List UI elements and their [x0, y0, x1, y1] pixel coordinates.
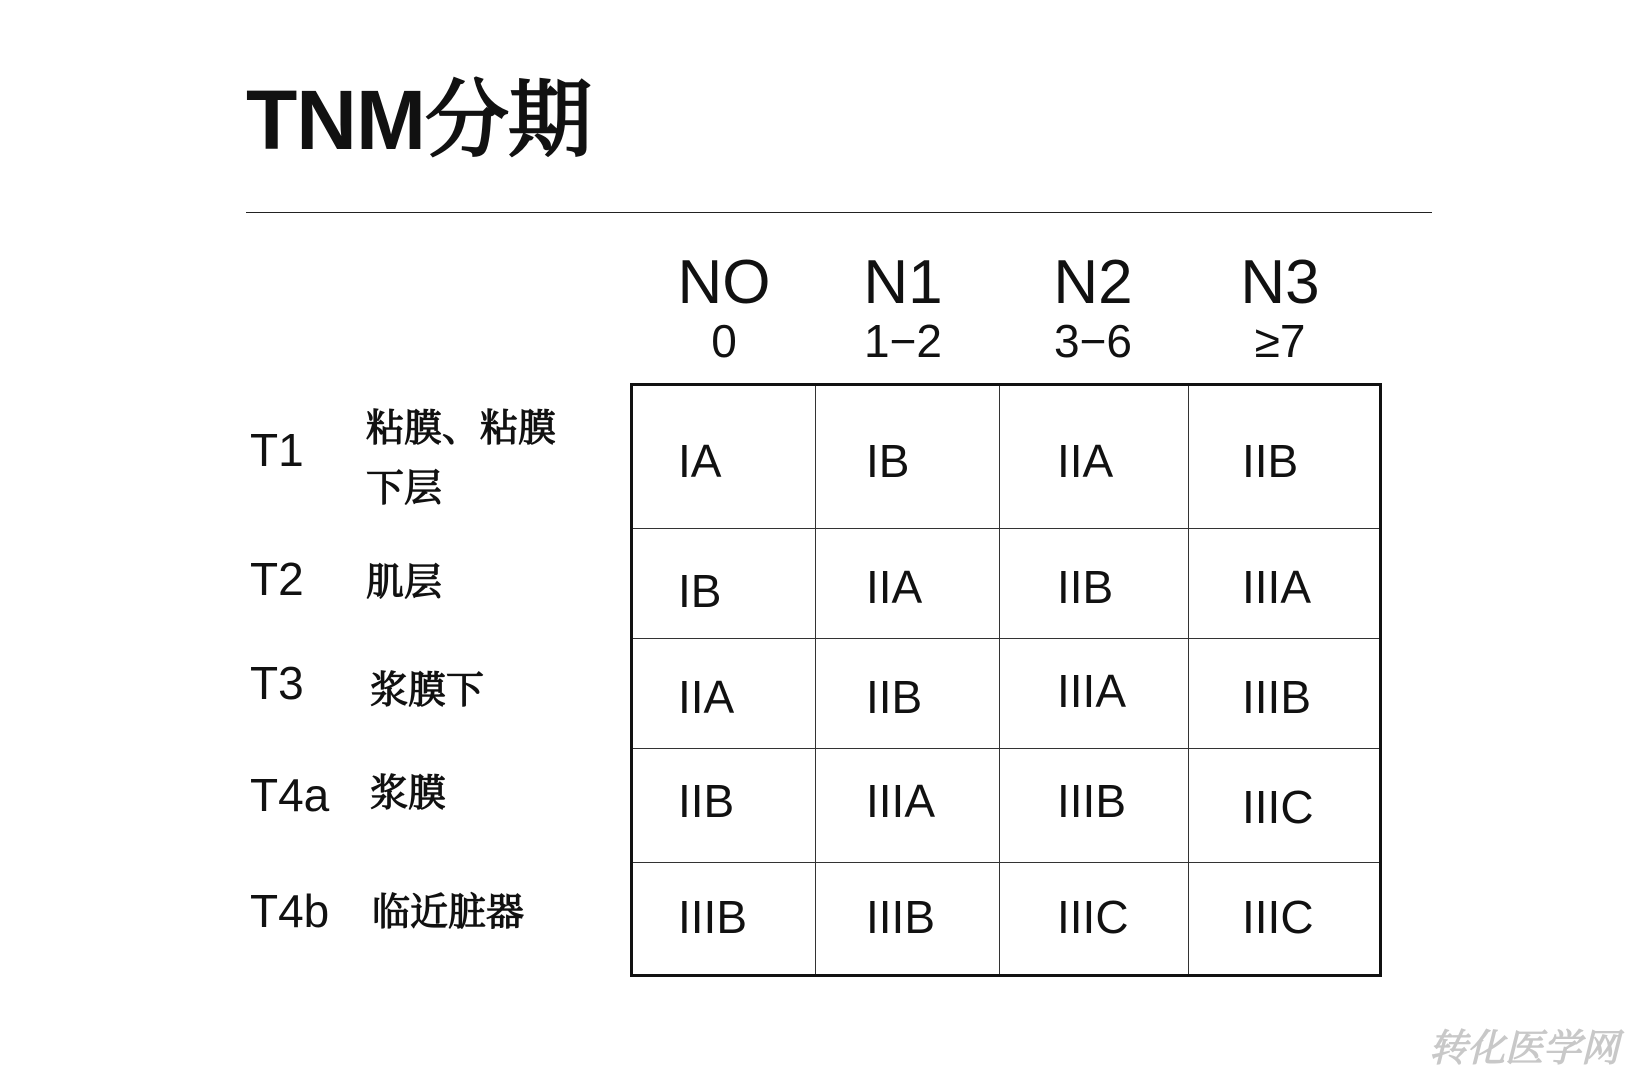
stage-cell: IA — [678, 435, 722, 487]
stage-cell: IIA — [866, 561, 923, 613]
col-header-n-label: NO — [677, 248, 771, 317]
row-desc-t2: 肌层 — [366, 560, 443, 604]
col-header-node-count: 1−2 — [863, 315, 943, 367]
row-header-t3: T3 — [250, 657, 304, 709]
stage-cell: IIA — [1057, 435, 1114, 487]
stage-cell: IIB — [866, 671, 923, 723]
col-header-n0 — [644, 248, 804, 367]
stage-cell: IIIB — [1242, 671, 1312, 723]
slide-title: TNM分期 — [246, 73, 591, 167]
staging-grid — [630, 383, 1382, 977]
stage-cell: IIA — [678, 671, 735, 723]
row-desc-line: 下层 — [366, 466, 443, 510]
grid-line — [633, 638, 1379, 639]
row-desc-t3: 浆膜下 — [370, 668, 485, 712]
grid-line — [633, 528, 1379, 529]
row-header-t1: T1 — [250, 424, 304, 476]
grid-line — [999, 386, 1000, 974]
stage-cell: IIIC — [1242, 781, 1314, 833]
col-header-node-count: ≥7 — [1254, 315, 1306, 367]
grid-line — [633, 748, 1379, 749]
stage-cell: IIIC — [1057, 891, 1129, 943]
row-header-t4b: T4b — [250, 885, 330, 937]
col-header-n1 — [823, 248, 983, 367]
row-desc-t4b: 临近脏器 — [372, 890, 525, 934]
col-header-node-count: 3−6 — [1053, 315, 1133, 367]
col-header-n2 — [1013, 248, 1173, 367]
stage-cell: IIIA — [1057, 665, 1127, 717]
stage-cell: IIIB — [866, 891, 936, 943]
grid-line — [633, 862, 1379, 863]
stage-cell: IB — [866, 435, 910, 487]
grid-line — [815, 386, 816, 974]
row-desc-line: 粘膜、粘膜 — [366, 406, 557, 450]
stage-cell: IB — [678, 565, 722, 617]
row-header-t4a: T4a — [250, 769, 330, 821]
row-desc-t1 — [366, 398, 556, 518]
col-header-node-count: 0 — [711, 315, 737, 367]
title-divider — [246, 212, 1432, 213]
stage-cell: IIB — [1242, 435, 1299, 487]
stage-cell: IIB — [678, 775, 735, 827]
col-header-n-label: N2 — [1053, 248, 1133, 317]
stage-cell: IIIC — [1242, 891, 1314, 943]
stage-cell: IIIB — [1057, 775, 1127, 827]
col-header-n-label: N1 — [863, 248, 943, 317]
row-header-t2: T2 — [250, 553, 304, 605]
row-desc-t4a: 浆膜 — [370, 771, 447, 815]
stage-cell: IIIA — [1242, 561, 1312, 613]
col-header-n3 — [1200, 248, 1360, 367]
col-header-n-label: N3 — [1240, 248, 1320, 317]
stage-cell: IIIA — [866, 775, 936, 827]
grid-line — [1188, 386, 1189, 974]
watermark-logo: 转化医学网 — [1428, 1026, 1619, 1070]
stage-cell: IIIB — [678, 891, 748, 943]
stage-cell: IIB — [1057, 561, 1114, 613]
